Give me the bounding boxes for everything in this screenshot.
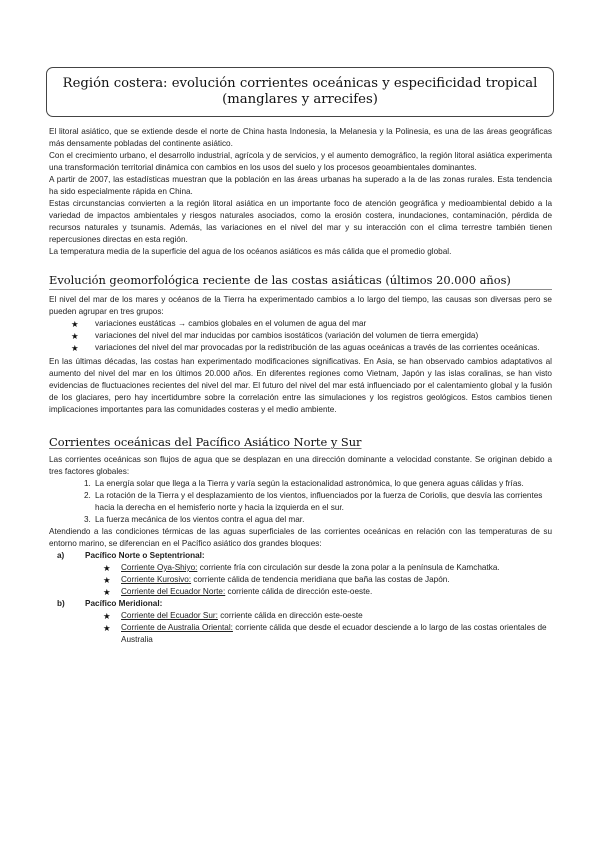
list-item: ★ Corriente del Ecuador Sur: corriente cálida en dirección este-oeste bbox=[103, 611, 363, 621]
list-item: 2. La rotación de la Tierra y el desplazamiento de los vientos, influenciados por la fuerza de Coriolis, que desvía las corrientes hacia la derecha en el hemisferio norte y hacia la izquierda en el sur. bbox=[84, 491, 543, 512]
block-heading: a) Pacífico Norte o Septentrional: bbox=[57, 551, 205, 560]
list-item: ★ variaciones eustáticas → cambios globales en el volumen de agua del mar bbox=[71, 319, 367, 329]
star-icon: ★ bbox=[103, 575, 111, 585]
bullet-list bbox=[49, 562, 552, 598]
list-item: 1. La energía solar que llega a la Tierra y varía según la estacionalidad astronómica, lo que genera aguas cálidas y frías. bbox=[84, 479, 524, 488]
section-paragraph: Atendiendo a las condiciones térmicas de las aguas superficiales de las corrientes oceánicas en relación con las temperaturas de su entorno marino, se diferencian en el Pacífico asiático dos grandes bloques: bbox=[49, 527, 552, 548]
list-item: ★ Corriente Kurosivo: corriente cálida de tendencia meridiana que baña las costas de Japón. bbox=[103, 575, 450, 585]
star-icon: ★ bbox=[103, 611, 111, 621]
star-icon: ★ bbox=[71, 331, 79, 341]
page-subtitle: (manglares y arrecifes) bbox=[222, 92, 378, 107]
page-title: Región costera: evolución corrientes oceánicas y especificidad tropical bbox=[62, 76, 538, 91]
list-item: ★ variaciones del nivel del mar inducidas por cambios isostáticos (variación del volumen de tierra emergida) bbox=[71, 331, 479, 341]
intro-section bbox=[49, 126, 552, 258]
intro-paragraph: El litoral asiático, que se extiende desde el norte de China hasta Indonesia, la Melanesia y la Polinesia, es una de las áreas geográficas más densamente pobladas del continente asiático. bbox=[49, 127, 552, 148]
document-body bbox=[49, 126, 552, 646]
numbered-list bbox=[49, 478, 552, 526]
list-item: ★ Corriente de Australia Oriental: corriente cálida que desde el ecuador desciende a lo largo de las costas orientales de Australia bbox=[103, 623, 547, 644]
list-item: ★ Corriente Oya-Shiyo: corriente fría con circulación sur desde la zona polar a la península de Kamchatka. bbox=[103, 563, 500, 573]
star-icon: ★ bbox=[103, 563, 111, 573]
title-box bbox=[46, 67, 554, 117]
intro-paragraph: Con el crecimiento urbano, el desarrollo industrial, agrícola y de servicios, y el aumento demográfico, la región litoral asiática experimenta una transformación territorial dinámica con cambios en los usos del suelo y los procesos geoambientales dominantes. bbox=[49, 151, 552, 172]
star-icon: ★ bbox=[71, 343, 79, 353]
section-paragraph: En las últimas décadas, las costas han experimentado modificaciones significativas. En Asia, se han observado cambios adaptativos al aumento del nivel del mar en los últimos 20.000 años. En diferentes regiones como Vietnam, Japón y las islas coralinas, se han visto evidencias de fluctuaciones recientes del nivel del mar. El futuro del nivel del mar está influenciado por el calentamiento global y la fusión de los glaciares, pero hay incertidumbre sobre la correlación entre las simulaciones y los registros geológicos. Estos cambios tienen implicaciones importantes para las comunidades costeras y el medio ambiente. bbox=[49, 357, 552, 414]
intro-paragraph: A partir de 2007, las estadísticas muestran que la población en las áreas urbanas ha superado a la de las zonas rurales. Esta tendencia ha sido especialmente rápida en China. bbox=[49, 175, 552, 196]
star-icon: ★ bbox=[103, 587, 111, 597]
bullet-list bbox=[49, 610, 552, 646]
intro-paragraph: Estas circunstancias convierten a la región litoral asiática en un importante foco de atención geográfica y medioambiental debido a la variedad de impactos ambientales y riesgos naturales asociados, como la erosión costera, inundaciones, contaminación, pérdida de recursos naturales y tsunamis. Además, las variaciones en el nivel del mar y su interacción con el clima terrestre también tienen repercusiones directas en esta región. bbox=[49, 199, 552, 244]
list-item: ★ variaciones del nivel del mar provocadas por la redistribución de las aguas oceánicas a través de las corrientes oceánicas. bbox=[71, 343, 540, 353]
intro-paragraph: La temperatura media de la superficie del agua de los océanos asiáticos es más cálida que el promedio global. bbox=[49, 247, 452, 256]
bullet-list bbox=[49, 318, 552, 354]
star-icon: ★ bbox=[71, 319, 79, 329]
list-item: ★ Corriente del Ecuador Norte: corriente cálida de dirección este-oeste. bbox=[103, 587, 373, 597]
section-heading: Evolución geomorfológica reciente de las costas asiáticas (últimos 20.000 años) bbox=[49, 273, 552, 290]
block-heading: b) Pacífico Meridional: bbox=[57, 599, 163, 608]
list-item: 3. La fuerza mecánica de los vientos contra el agua del mar. bbox=[84, 515, 305, 524]
section-lead: Las corrientes oceánicas son flujos de agua que se desplazan en una dirección dominante a velocidad constante. Se originan debido a tres factores globales: bbox=[49, 455, 552, 476]
star-icon: ★ bbox=[103, 623, 111, 633]
section-lead: El nivel del mar de los mares y océanos de la Tierra ha experimentado cambios a lo largo del tiempo, las causas son diversas pero se pueden agrupar en tres grupos: bbox=[49, 295, 552, 316]
section-heading: Corrientes oceánicas del Pacífico Asiático Norte y Sur bbox=[49, 435, 362, 449]
